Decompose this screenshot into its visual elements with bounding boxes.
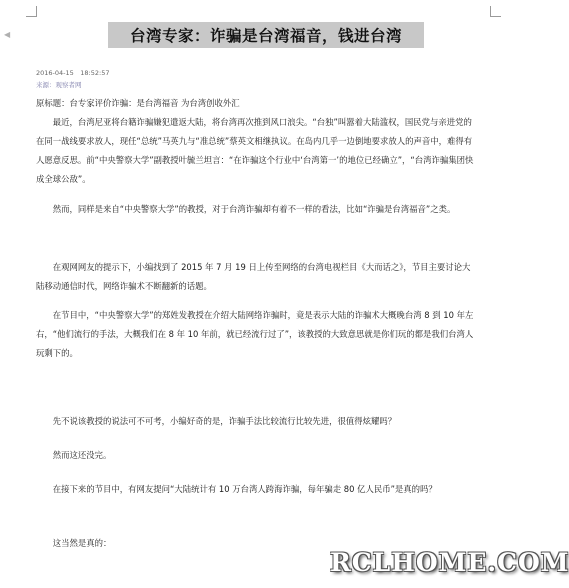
paragraph: 最近，台湾尼亚将台籍诈骗嫌犯遣返大陆，将台湾再次推到风口浪尖。“台独”叫嚣着大陆滥权，国民党与亲进党的在同一战线要求放人，现任“总统”马英九与“准总统”蔡英文相继执议。在岛内几乎一边倒地要求放人的声音中，难得有人愿意反思。前“中央警察大学”副教授叶毓兰坦言：“在诈骗这个行业中‘台湾第一’的地位已经确立”，“台湾诈骗集团快成全球公敌”。: [36, 117, 474, 184]
publish-time: 2016-04-15 18:52:57: [36, 69, 110, 77]
left-margin-arrow-icon: ◀: [4, 30, 11, 39]
article-body-block-1: [36, 94, 476, 189]
article-title: 台湾专家：诈骗是台湾福音，钱进台湾: [108, 22, 424, 48]
paragraph: 然而这还没完。: [52, 450, 112, 460]
paragraph: 然而，同样是来自“中央警察大学”的教授，对于台湾诈骗却有着不一样的看法，比如“诈骗是台湾福音”之类。: [52, 204, 456, 214]
article-source: 来源：观察者网: [36, 81, 82, 89]
paragraph: 在接下来的节目中，有网友提问“大陆统计有 10 万台湾人跨海诈骗，每年骗走 80 亿人民币”是真的吗？: [52, 484, 437, 494]
original-title-line: 原标题：台专家评价诈骗：是台湾福音 为台湾创收外汇: [36, 98, 240, 108]
page-corner-mark-top-right: [490, 6, 501, 17]
paragraph: 在节目中，“中央警察大学”的郑姓发教授在介绍大陆网络诈骗时，竟是表示大陆的诈骗术大概晚台湾 8 到 10 年左右，“他们流行的手法，大概我们在 8 年 10 年前，就已经流行过了”，该教授的大致意思就是你们玩的都是我们台湾人玩剩下的。: [36, 310, 474, 358]
paragraph: 先不说该教授的说法可不可考，小编好奇的是，诈骗手法比较流行比较先进，很值得炫耀吗？: [52, 416, 397, 426]
paragraph: 在观网网友的提示下，小编找到了 2015 年 7 月 19 日上传至网络的台湾电视栏目《大而话之》，节目主要讨论大陆移动通信时代，网络诈骗术不断翻新的话题。: [36, 262, 471, 291]
paragraph: 这当然是真的：: [52, 538, 112, 548]
page-corner-mark-top-left: [26, 6, 37, 17]
site-watermark: RCLHOME.COM: [330, 548, 569, 577]
